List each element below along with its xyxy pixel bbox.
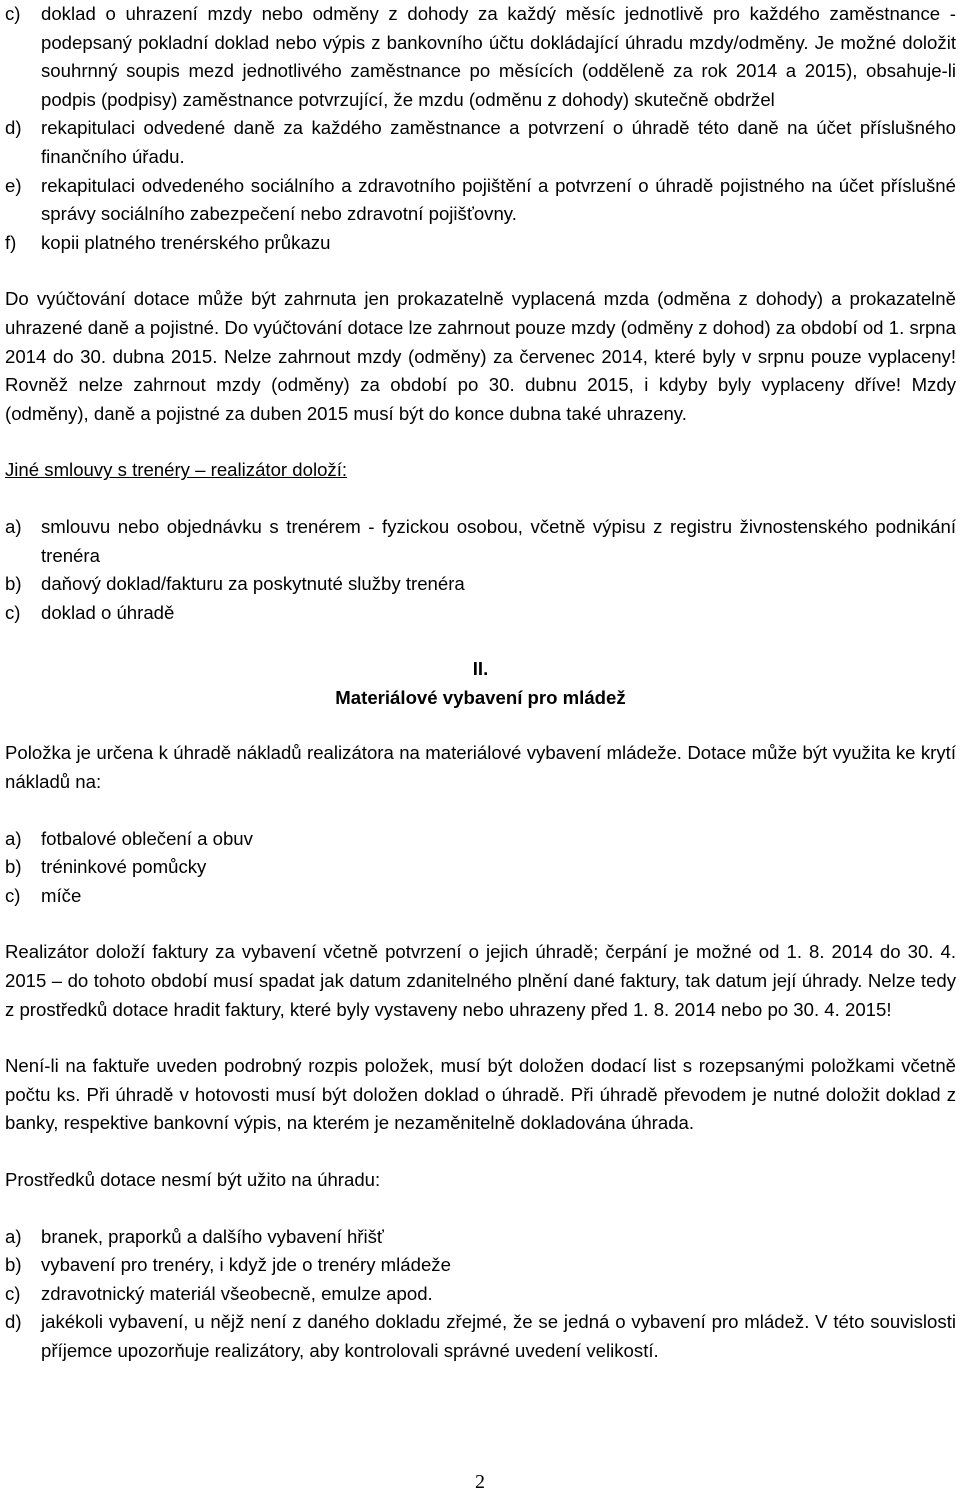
section-number: II.: [472, 658, 489, 680]
list-marker: a): [5, 827, 22, 849]
spacer: [5, 1195, 956, 1223]
list-marker: d): [5, 117, 22, 139]
list-materialove-vybaveni: [5, 825, 956, 911]
list-item-text: daňový doklad/fakturu za poskytnuté služby trenéra: [41, 573, 465, 595]
list-marker: a): [5, 1225, 22, 1247]
spacer: [5, 485, 956, 513]
list-item: [5, 825, 956, 854]
list-marker: a): [5, 515, 22, 537]
list-item-text: branek, praporků a dalšího vybavení hřišť: [41, 1225, 384, 1247]
list-marker: b): [5, 573, 22, 595]
heading-jine-smlouvy-text: Jiné smlouvy s trenéry – realizátor doloží:: [5, 459, 348, 481]
list-item: [5, 0, 956, 114]
list-item: [5, 229, 956, 258]
list-marker: f): [5, 231, 17, 253]
list-item-text: doklad o uhrazení mzdy nebo odměny z dohody za každý měsíc jednotlivě pro každého zaměstnance - podepsaný pokladní doklad nebo výpis z bankovního účtu dokládající úhradu mzdy/odměny. Je možné doložit souhrnný soupis mezd jednotlivého zaměstnance po měsících (odděleně za rok 2014 a 2015), obsahuje-li podpis (podpisy) zaměstnance potvrzující, že mzdu (odměnu z dohody) skutečně obdržel: [41, 3, 956, 110]
spacer: [5, 1138, 956, 1166]
list-item-text: míče: [41, 884, 82, 906]
list-item: [5, 1308, 956, 1365]
list-item-text: fotbalové oblečení a obuv: [41, 827, 253, 849]
list-nesmi-uhrada: [5, 1223, 956, 1366]
paragraph-realizator: Realizátor doloží faktury za vybavení včetně potvrzení o jejich úhradě; čerpání je možné od 1. 8. 2014 do 30. 4. 2015 – do tohoto období musí spadat jak datum zdanitelného plnění dané faktury, tak datum její úhrady. Nelze tedy z prostředků dotace hradit faktury, které byly vystaveny nebo uhrazeny před 1. 8. 2014 nebo po 30. 4. 2015!: [5, 941, 956, 1020]
spacer: [5, 797, 956, 825]
list-item: [5, 513, 956, 570]
page-number: 2: [475, 1471, 485, 1493]
list-marker: c): [5, 3, 21, 24]
spacer: [5, 1024, 956, 1052]
list-item: [5, 882, 956, 911]
list-item: [5, 853, 956, 882]
paragraph-prostredku: Prostředků dotace nesmí být užito na úhradu:: [5, 1169, 381, 1190]
list-item-text: zdravotnický materiál všeobecně, emulze apod.: [41, 1282, 433, 1304]
list-item-text: jakékoli vybavení, u nějž není z daného dokladu zřejmé, že se jedná o vybavení pro mládež. V této souvislosti příjemce upozorňuje realizátory, aby kontrolovali správné uvedení velikostí.: [41, 1311, 956, 1361]
list-doklady-mzdy: [5, 0, 956, 257]
list-item: [5, 1223, 956, 1252]
list-marker: c): [5, 884, 21, 906]
list-marker: e): [5, 174, 22, 196]
list-marker: c): [5, 1282, 21, 1304]
list-jine-smlouvy: [5, 513, 956, 627]
spacer: [5, 627, 956, 655]
list-item-text: tréninkové pomůcky: [41, 856, 207, 878]
list-item: [5, 114, 956, 171]
spacer: [5, 428, 956, 456]
list-item-text: kopii platného trenérského průkazu: [41, 231, 331, 253]
list-item: [5, 1251, 956, 1280]
paragraph-polozka: Položka je určena k úhradě nákladů realizátora na materiálové vybavení mládeže. Dotace může být využita ke krytí nákladů na:: [5, 742, 956, 793]
list-marker: b): [5, 1254, 22, 1276]
list-item: [5, 599, 956, 628]
list-marker: c): [5, 601, 21, 623]
spacer: [5, 257, 956, 285]
paragraph-neni-li: Není-li na faktuře uveden podrobný rozpis položek, musí být doložen dodací list s rozepsanými položkami včetně počtu ks. Při úhradě v hotovosti musí být doložen doklad o úhradě. Při úhradě převodem je nutné doložit doklad z banky, respektive bankovní výpis, na kterém je nezaměnitelně dokladována úhrada.: [5, 1055, 956, 1134]
section-title: Materiálové vybavení pro mládež: [335, 686, 626, 708]
list-item-text: rekapitulaci odvedeného sociálního a zdravotního pojištění a potvrzení o úhradě pojistného na účet příslušné správy sociálního zabezpečení nebo zdravotní pojišťovny.: [41, 174, 956, 225]
heading-jine-smlouvy: [5, 456, 956, 485]
list-item-text: vybavení pro trenéry, i když jde o trenéry mládeže: [41, 1254, 451, 1276]
spacer: [5, 712, 956, 739]
list-marker: b): [5, 856, 22, 878]
list-item-text: doklad o úhradě: [41, 601, 175, 623]
list-item: [5, 172, 956, 229]
paragraph-vyuctovani: Do vyúčtování dotace může být zahrnuta jen prokazatelně vyplacená mzda (odměna z dohody) a prokazatelně uhrazené daně a pojistné. Do vyúčtování dotace lze zahrnout pouze mzdy (odměny z dohod) za období od 1. srpna 2014 do 30. dubna 2015. Nelze zahrnout mzdy (odměny) za červenec 2014, které byly v srpnu pouze vyplaceny! Rovněž nelze zahrnout mzdy (odměny) za období po 30. dubnu 2015, i kdyby byly vyplaceny dříve! Mzdy (odměny), daně a pojistné za duben 2015 musí být do konce dubna také uhrazeny.: [5, 288, 956, 424]
spacer: [5, 910, 956, 938]
list-item: [5, 1280, 956, 1309]
list-item-text: rekapitulaci odvedené daně za každého zaměstnance a potvrzení o úhradě této daně na účet příslušného finančního úřadu.: [41, 117, 956, 167]
list-item: [5, 570, 956, 599]
list-marker: d): [5, 1311, 22, 1333]
list-item-text: smlouvu nebo objednávku s trenérem - fyzickou osobou, včetně výpisu z registru živnostenského podnikání trenéra: [41, 515, 956, 566]
